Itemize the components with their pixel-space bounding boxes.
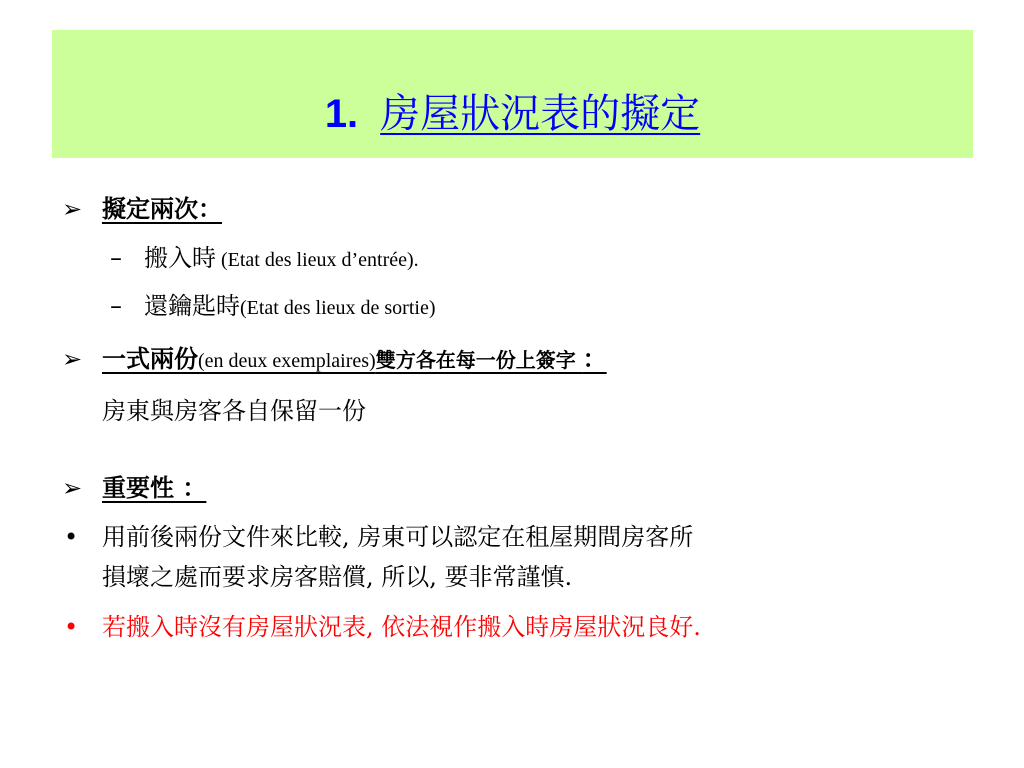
dash-bullet-icon: – (110, 292, 122, 320)
arrow-bullet-icon: ➢ (62, 345, 83, 373)
item-1-zh: 搬入時 (144, 244, 216, 272)
page-title (52, 88, 973, 140)
bullet-2-line-1: 若搬入時沒有房屋狀況表, 依法視作搬入時房屋狀況良好. (102, 613, 701, 641)
dot-bullet-icon: • (64, 523, 79, 551)
bullet-1-line-1: 用前後兩份文件來比較, 房東可以認定在租屋期間房客所 (102, 523, 694, 551)
title-number: 1. (324, 92, 359, 136)
arrow-bullet-icon: ➢ (62, 474, 83, 502)
arrow-bullet-icon: ➢ (62, 195, 83, 223)
section-2-heading-tail: 雙方各在每一份上簽字 (375, 348, 583, 372)
section-2-subtext: 房東與房客各自保留一份 (102, 397, 366, 425)
title-band (52, 30, 973, 158)
section-2-heading-zh: 一式兩份 (102, 344, 198, 373)
item-1-fr: (Etat des lieux d’entrée). (216, 249, 419, 271)
item-2-fr: (Etat des lieux de sortie) (240, 297, 436, 319)
section-1-heading-text: 擬定兩次： (102, 194, 222, 223)
section-2-heading-fr: (en deux exemplaires) (198, 350, 376, 372)
section-3-heading-text: 重要性 ： (102, 473, 207, 502)
dash-bullet-icon: – (110, 244, 122, 272)
section-2-heading-colon: ： (582, 344, 607, 373)
item-2-zh: 還鑰匙時 (144, 292, 240, 320)
title-text: 房屋狀況表的擬定 (380, 91, 701, 137)
dot-bullet-icon: • (64, 613, 79, 641)
bullet-1-line-2: 損壞之處而要求房客賠償, 所以, 要非常謹慎. (102, 563, 573, 591)
